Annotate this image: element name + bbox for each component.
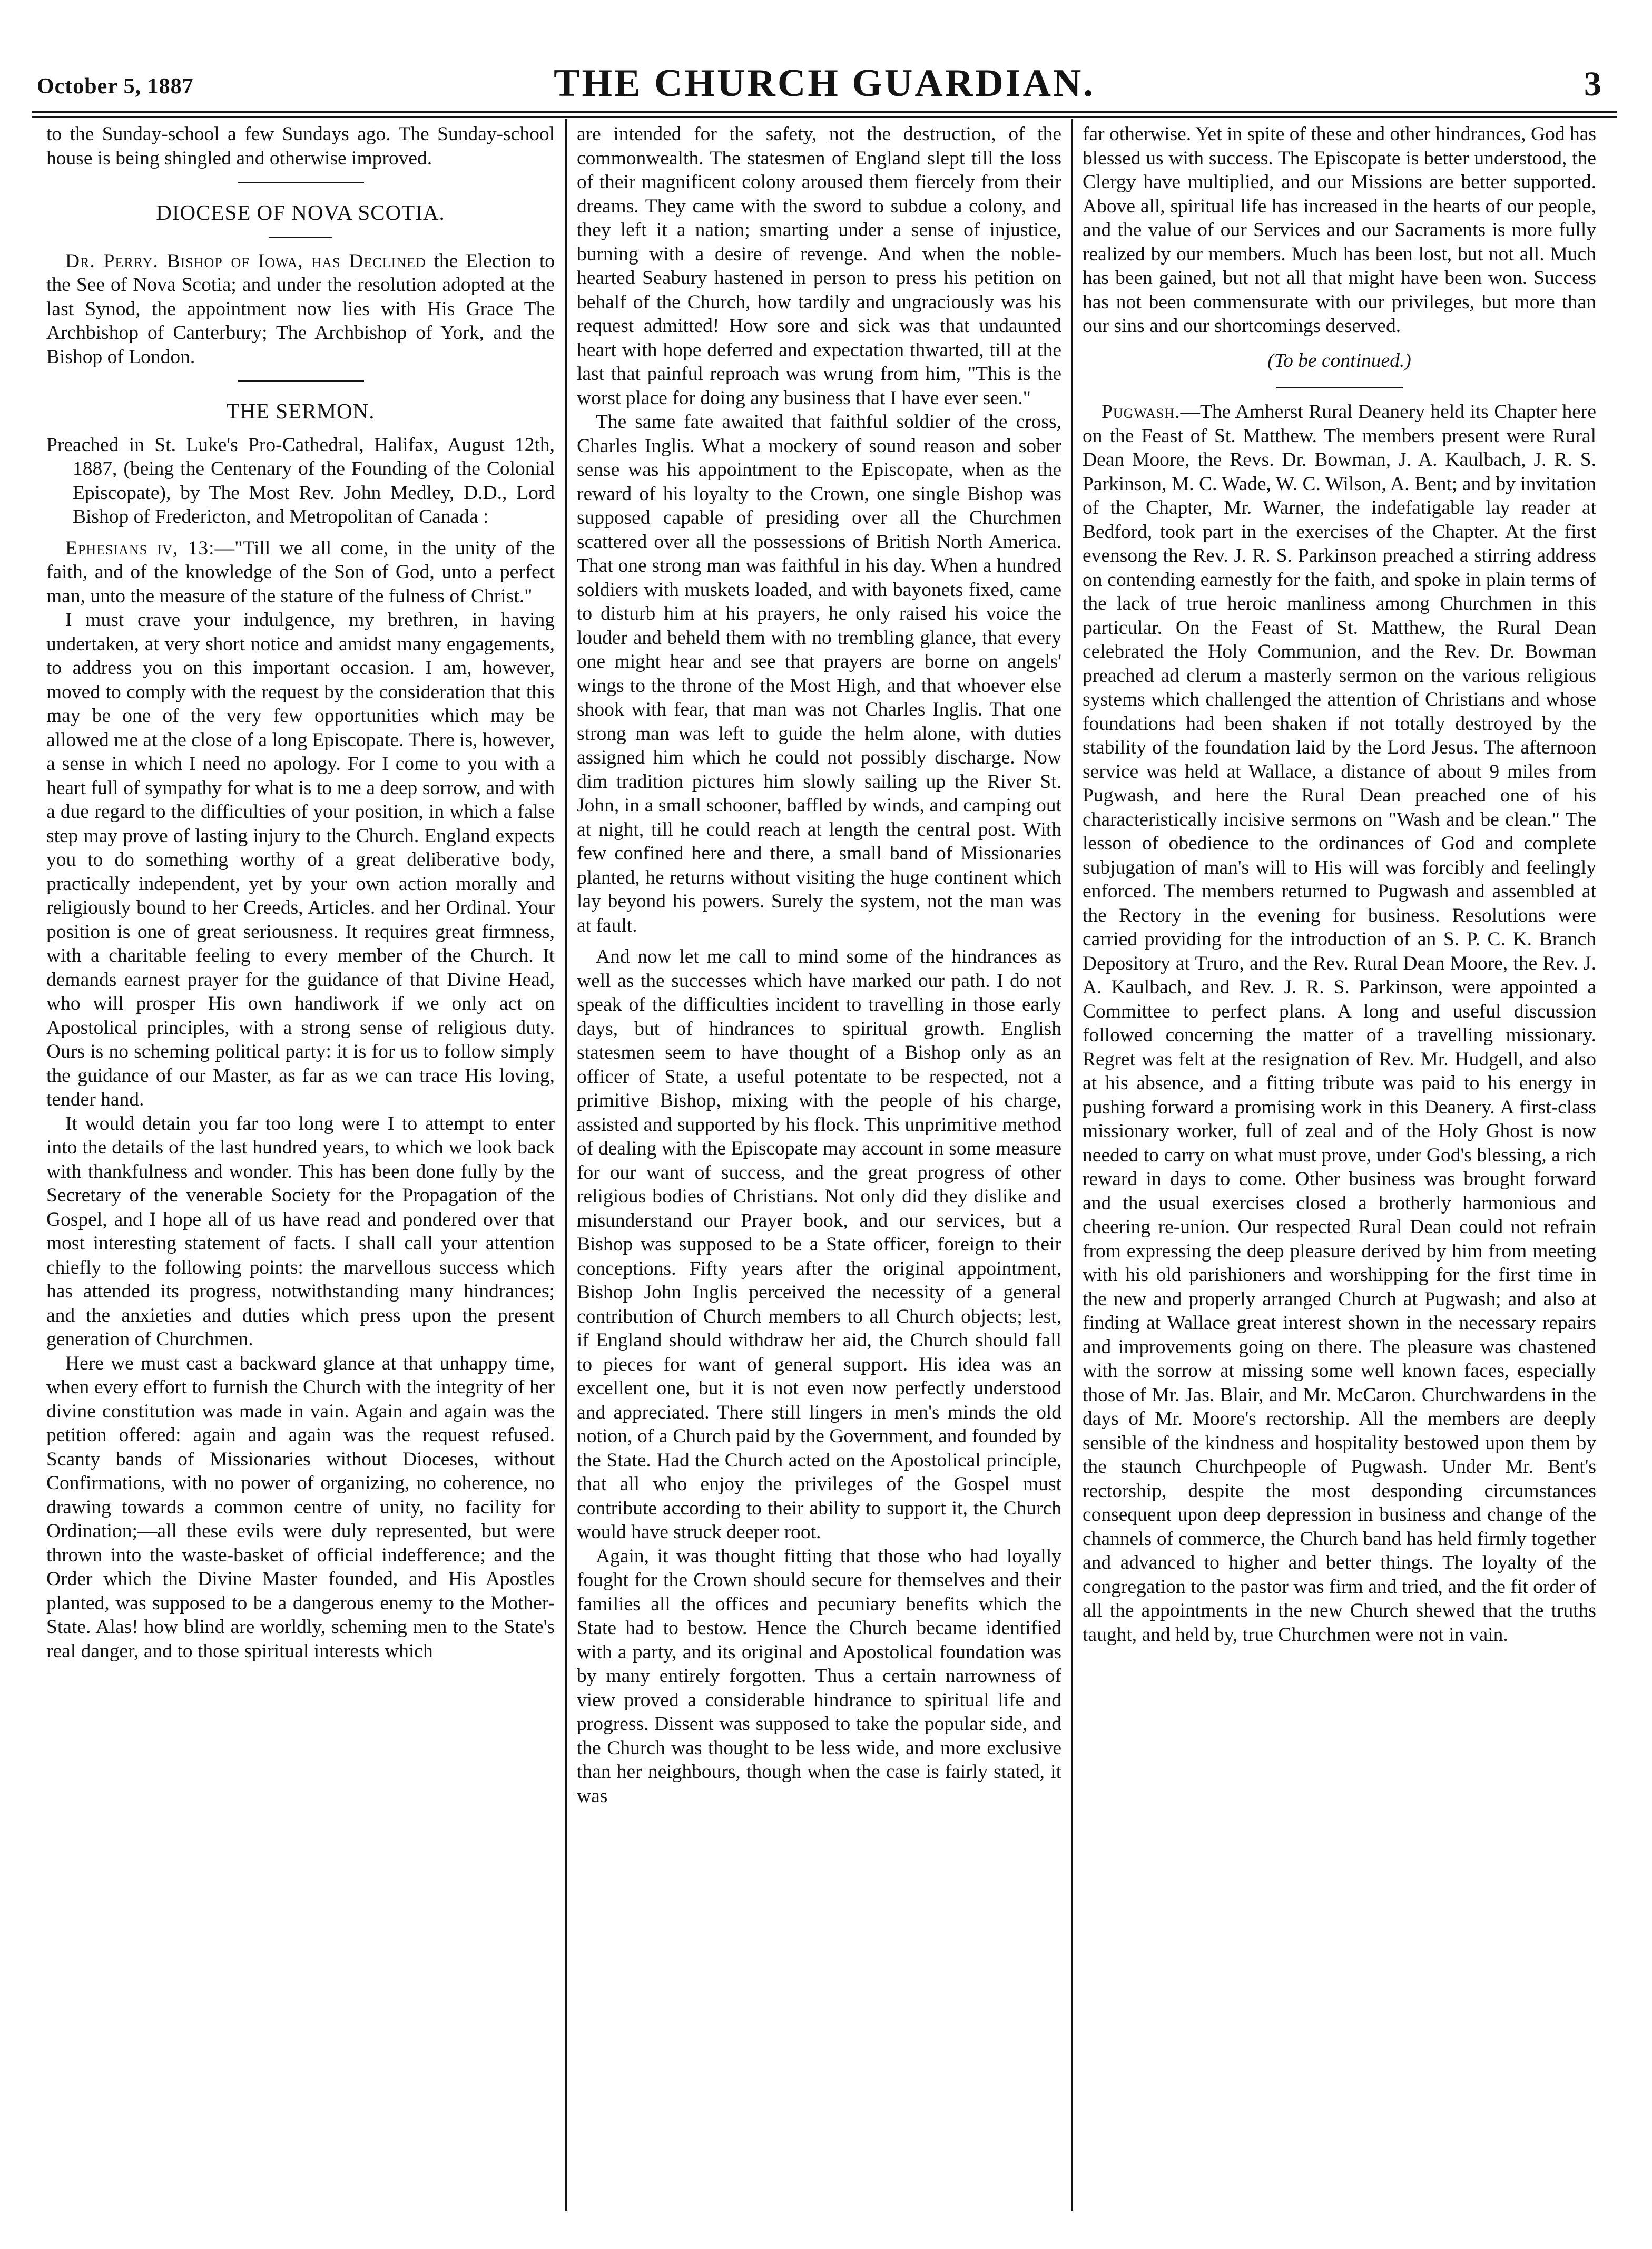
sermon-paragraph: Here we must cast a backward glance at that unhappy time, when every effort to furnish the Church with the integrity of her divine constitution was made in vain. Again and again was the petition offered: again and again was the request refused. Scanty bands of Missionaries without Dioceses, without Confirmations, with no power of organizing, no coherence, no drawing towards a common centre of unity, no facility for Ordination;—all these evils were duly represented, but were thrown into the waste-basket of official indefference; and the Order which the Divine Master founded, and His Apostles planted, was supposed to be a dangerous enemy to the Mother-State. Alas! how blind are worldly, scheming men to the State's real danger, and to those spiritual interests which xyxy=(46,1352,555,1662)
notice-body: the Election to the See of Nova Scotia; and under the resolution adopted at the last Synod, the appointment now lies with His Grace The Archbishop of Canterbury; The Archbishop of York, and the Bishop of London. xyxy=(46,250,555,368)
scripture-reference: Ephesians iv, 13: xyxy=(65,537,215,559)
page-header xyxy=(37,53,1612,111)
section-divider xyxy=(238,380,364,382)
sermon-paragraph: far otherwise. Yet in spite of these and other hindrances, God has blessed us with success. The Episcopate is better understood, the Clergy have multiplied, and our Missions are better supported. Above all, spiritual life has increased in the hearts of our people, and the value of our Services and our Sacraments is more fully realized by our members. Much has been lost, but not all. Much has been gained, but not all that might have been won. Success has not been commensurate with our privileges, but more than our sins and our shortcomings deserved. xyxy=(1083,123,1596,337)
sermon-dedication: Preached in St. Luke's Pro-Cathedral, Halifax, August 12th, 1887, (being the Centenary of the Founding of the Colonial Episcopate), by The Most Rev. John Medley, D.D., Lord Bishop of Fredericton, and Metropolitan of Canada : xyxy=(46,434,555,527)
sermon-paragraph: are intended for the safety, not the destruction, of the commonwealth. The statesmen of England slept till the loss of their magnificent colony aroused them fiercely from their dreams. They came with the sword to subdue a colony, and they left it a nation; smarting under a sense of injustice, burning with a desire of revenge. And when the noble-hearted Seabury hastened in person to press his petition on behalf of the Church, how tardily and ungraciously was his request admitted! How sore and sick was that undaunted heart with hope deferred and expectation thwarted, till at the last that painful reproach was wrung from him, "This is the worst place for doing any business that I have ever seen." xyxy=(577,123,1061,409)
column-divider-1 xyxy=(565,119,567,2211)
section-divider xyxy=(269,237,332,238)
to-be-continued: (To be continued.) xyxy=(1267,349,1411,371)
sermon-paragraph: The same fate awaited that faithful soldier of the cross, Charles Inglis. What a mockery of sound reason and sober sense was his appointment to the Episcopate, when as the reward of his loyalty to the Crown, one single Bishop was supposed capable of presiding over all the Churchmen scattered over all the possessions of British North America. That one strong man was faithful in his day. When a hundred soldiers with muskets loaded, and with bayonets fixed, came to disturb him at his prayers, he only raised his voice the louder and beheld them with no trembling glance, that every one might hear and see that prayers are borne on angels' wings to the throne of the Most High, and that whoever else shook with fear, that man was not Charles Inglis. That one strong man was left to guide the helm alone, with duties assigned him which he could not possibly discharge. Now dim tradition pictures him slowly sailing up the River St. John, in a small schooner, baffled by winds, and camping out at night, till he could reach at length the central post. With few confined here and there, a small band of Missionaries planted, he returns without visiting the huge continent which lay beyond his powers. Surely the system, not the man was at fault. xyxy=(577,411,1061,936)
heading-the-sermon: THE SERMON. xyxy=(226,399,375,423)
pugwash-lead: Pugwash. xyxy=(1102,401,1181,423)
notice-bishop-perry xyxy=(46,249,555,369)
column-divider-2 xyxy=(1071,119,1073,2211)
sermon-paragraph: And now let me call to mind some of the hindrances as well as the successes which have marked our path. I do not speak of the difficulties incident to travelling in those early days, but of hindrances to spiritual growth. English statesmen seem to have thought of a Bishop only as an officer of State, a useful potentate to be respected, not a primitive Bishop, mixing with the people of his charge, assisted and supported by his flock. This unprimitive method of dealing with the Episcopate may account in some measure for our want of success, and the great progress of other religious bodies of Christians. Not only did they dislike and misunderstand our Prayer book, and our services, but a Bishop was supposed to be a State officer, foreign to their conceptions. Fifty years after the original appointment, Bishop John Inglis perceived the necessity of a general contribution of Church members to all Church objects; lest, if England should withdraw her aid, the Church should fall to pieces for want of general support. His idea was an excellent one, but it is not even now perfectly understood and appreciated. There still lingers in men's minds the old notion, of a Church paid by the Government, and founded by the State. Had the Church acted on the Apostolical principle, that all who enjoy the privileges of the Gospel must contribute according to their ability to support it, the Church would have struck deeper root. xyxy=(577,946,1061,1543)
sermon-text xyxy=(46,536,555,609)
sermon-paragraph: Again, it was thought fitting that those who had loyally fought for the Crown should secure for themselves and their families all the offices and pecuniary benefits which the State had to bestow. Hence the Church became identified with a party, and its original and Apostolical foundation was by many entirely forgotten. Thus a certain narrowness of view proved a considerable hindrance to spiritual life and progress. Dissent was supposed to take the popular side, and the Church was thought to be less wide, and more exclusive than her neighbours, though when the case is fairly stated, it was xyxy=(577,1545,1061,1807)
notice-lead: Dr. Perry. Bishop of Iowa, has Declined xyxy=(65,250,426,272)
column-3 xyxy=(1083,122,1596,2209)
pugwash-report xyxy=(1083,400,1596,1647)
column-1 xyxy=(46,122,555,2209)
newspaper-title: THE CHURCH GUARDIAN. xyxy=(554,62,1095,105)
sermon-paragraph: I must crave your indulgence, my brethren, in having undertaken, at very short notice and amidst many engagements, to address you on this important occasion. I am, however, moved to comply with the request by the consideration that this may be one of the very few opportunities which may be allowed me at the close of a long Episcopate. There is, however, a sense in which I need no apology. For I come to you with a heart full of sympathy for what is to me a deep sorrow, and with a due regard to the difficulties of your position, in which a false step may prove of lasting injury to the Church. England expects you to do something worthy of a great deliberative body, practically independent, yet by your own action morally and religiously bound to her Creeds, Articles. and her Ordinal. Your position is one of great seriousness. It requires great firmness, with a charitable feeling to every member of the Church. It demands earnest prayer for the guidance of that Divine Head, who will prosper His own handiwork if we only act on Apostolical principles, with a strong sense of religious duty. Ours is no scheming political party: it is for us to follow simply the guidance of our Master, as far as we can trace His loving, tender hand. xyxy=(46,609,555,1110)
issue-date: October 5, 1887 xyxy=(37,74,194,99)
pugwash-body: —The Amherst Rural Deanery held its Chapter here on the Feast of St. Matthew. The members present were Rural Dean Moore, the Revs. Dr. Bowman, J. A. Kaulbach, J. R. S. Parkinson, M. C. Wade, W. C. Wilson, A. Bent; and by invitation of the Chapter, Mr. Warner, the indefatigable lay reader at Bedford, took part in the exercises of the Chapter. At the first evensong the Rev. J. R. S. Parkinson preached a stirring address on contending earnestly for the faith, and spoke in plain terms of the lack of true heroic manliness among Churchmen in this particular. On the Feast of St. Matthew, the Rural Dean celebrated the Holy Communion, and the Rev. Dr. Bowman preached ad clerum a masterly sermon on the various religious systems which challenged the attention of Christians and whose foundations had been shaken if not totally destroyed by the stability of the foundation laid by the Lord Jesus. The afternoon service was held at Wallace, a distance of about 9 miles from Pugwash, and here the Rural Dean preached one of his characteristically incisive sermons on "Wash and be clean." The lesson of obedience to the ordinances of God and complete subjugation of man's will to His will was forcibly and feelingly enforced. The members returned to Pugwash and assembled at the Rectory in the evening for business. Resolutions were carried providing for the introduction of an S. P. C. K. Branch Depository at Truro, and the Rev. Rural Dean Moore, the Rev. J. A. Kaulbach, and Rev. J. R. S. Parkinson, were appointed a Committee to perfect plans. A long and useful discussion followed concerning the matter of a travelling missionary. Regret was felt at the resignation of Rev. Mr. Hudgell, and also at his absence, and a fitting tribute was paid to his energy in pushing forward a promising work in this Deanery. A first-class missionary worker, full of zeal and of the Holy Ghost is now needed to carry on what must prove, under God's blessing, a rich reward in days to come. Other business was brought forward and the usual exercises closed a brotherly harmonious and cheering re-union. Our respected Rural Dean could not refrain from expressing the deep pleasure derived by him from meeting with his old parishioners and worshipping for the first time in the new and properly arranged Church at Pugwash; and also at finding at Wallace great interest shown in the necessary repairs and improvements going on there. The pleasure was chastened with the sorrow at missing some well known faces, especially those of Mr. Jas. Blair, and Mr. McCaron. Churchwardens in the days of Mr. Moore's rectorship. All the members are deeply sensible of the kindness and hospitality bestowed upon them by the staunch Churchpeople of Pugwash. Under Mr. Bent's rectorship, despite the most desponding circumstances consequent upon deep depression in business and change of the channels of commerce, the Church band has held firmly together and advanced to higher and better things. The loyalty of the congregation to the pastor was firm and tried, and the fit order of all the appointments in the new Church shewed that the truths taught, and held by, true Churchmen were not in vain. xyxy=(1083,401,1596,1646)
header-rule xyxy=(32,111,1617,113)
column-2 xyxy=(577,122,1061,2209)
heading-diocese-nova-scotia: DIOCESE OF NOVA SCOTIA. xyxy=(156,200,445,224)
header-rule-thin xyxy=(32,116,1617,118)
sermon-paragraph: It would detain you far too long were I to attempt to enter into the details of the last hundred years, to which we look back with thankfulness and wonder. This has been done fully by the Secretary of the venerable Society for the Propagation of the Gospel, and I hope all of us have read and pondered over that most interesting statement of facts. I shall call your attention chiefly to the following points: the marvellous success which has attended its progress, notwithstanding many hindrances; and the anxieties and duties which press upon the present generation of Churchmen. xyxy=(46,1112,555,1350)
page-number: 3 xyxy=(1584,65,1601,103)
section-divider xyxy=(1276,387,1403,388)
section-divider xyxy=(238,182,364,183)
scripture-quote: —"Till we all come, in the unity of the faith, and of the knowledge of the Son of God, unto a perfect man, unto the measure of the stature of the fulness of Christ." xyxy=(46,537,555,607)
column1-paragraph: to the Sunday-school a few Sundays ago. The Sunday-school house is being shingled and otherwise improved. xyxy=(46,123,555,169)
